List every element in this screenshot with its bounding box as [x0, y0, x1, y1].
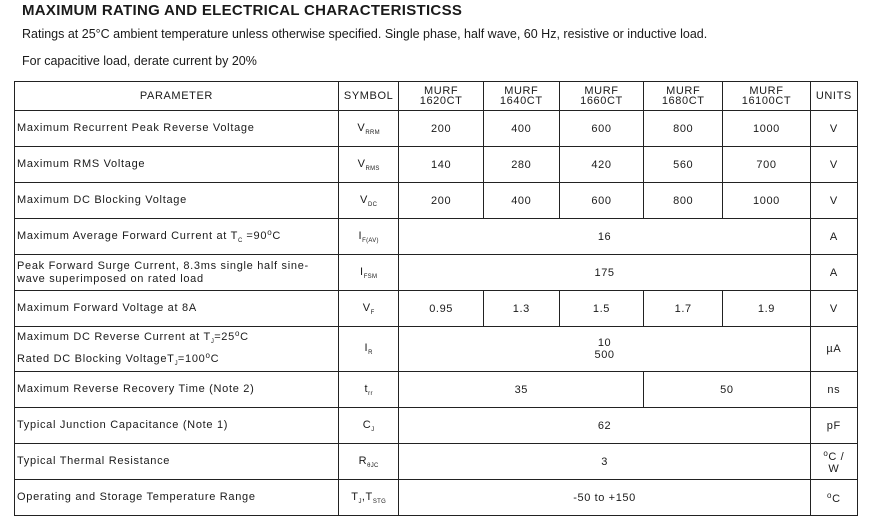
table-row-vf	[15, 291, 858, 327]
parameter-cell: Maximum Reverse Recovery Time (Note 2)	[15, 372, 339, 408]
value-cell: 16	[399, 219, 810, 255]
parameter-header: PARAMETER	[15, 82, 339, 111]
header-row	[15, 82, 858, 111]
value-cell: 1.3	[483, 291, 559, 327]
value-cell: 800	[644, 183, 723, 219]
symbol-cell: $I_{FSM}$	[338, 255, 399, 291]
value-cell: 600	[559, 183, 643, 219]
unit-cell: A	[810, 255, 857, 291]
unit-cell: ns	[810, 372, 857, 408]
value-cell: 10 500	[399, 327, 810, 372]
symbol-cell: $I_R$	[338, 327, 399, 372]
part-header-1660ct: MURF 1660CT	[559, 82, 643, 111]
symbol-cell: $C_J$	[338, 408, 399, 444]
value-cell: 35	[399, 372, 644, 408]
unit-cell: pF	[810, 408, 857, 444]
ratings-table	[14, 81, 858, 516]
table-row-ifav	[15, 219, 858, 255]
unit-cell: $^o$C / W	[810, 444, 857, 480]
symbol-cell: $t_{rr}$	[338, 372, 399, 408]
value-cell: 3	[399, 444, 810, 480]
symbol-cell: $R_{\theta JC}$	[338, 444, 399, 480]
units-header: UNITS	[810, 82, 857, 111]
symbol-header: SYMBOL	[338, 82, 399, 111]
table-row-vrrm	[15, 111, 858, 147]
page-title: MAXIMUM RATING AND ELECTRICAL CHARACTERISTICSS	[22, 2, 463, 19]
value-cell: 1.9	[723, 291, 810, 327]
unit-cell: V	[810, 111, 857, 147]
table-row-cj	[15, 408, 858, 444]
table-row-ifsm	[15, 255, 858, 291]
table-row-trr	[15, 372, 858, 408]
part-header-1620ct: MURF 1620CT	[399, 82, 483, 111]
symbol-cell: $V_{DC}$	[338, 183, 399, 219]
parameter-cell: Typical Thermal Resistance	[15, 444, 339, 480]
value-cell: 280	[483, 147, 559, 183]
value-cell: 1000	[723, 183, 810, 219]
value-cell: 200	[399, 183, 483, 219]
unit-cell: $^o$C	[810, 480, 857, 516]
unit-cell: V	[810, 183, 857, 219]
value-cell: 50	[644, 372, 811, 408]
value-cell: 62	[399, 408, 810, 444]
symbol-cell: $T_J,T_{STG}$	[338, 480, 399, 516]
part-header-16100ct: MURF 16100CT	[723, 82, 810, 111]
value-cell: 1.5	[559, 291, 643, 327]
value-cell: 200	[399, 111, 483, 147]
symbol-cell: $V_{RMS}$	[338, 147, 399, 183]
value-cell: 400	[483, 111, 559, 147]
parameter-cell: Maximum DC Reverse Current at $T_J=25^oC$ Rated DC Blocking $VoltageT_J=100^oC$	[15, 327, 339, 372]
parameter-cell: Maximum Forward Voltage at 8A	[15, 291, 339, 327]
parameter-cell: Typical Junction Capacitance (Note 1)	[15, 408, 339, 444]
symbol-cell: $V_{RRM}$	[338, 111, 399, 147]
parameter-cell: Peak Forward Surge Current, 8.3ms single half sine- wave superimposed on rated load	[15, 255, 339, 291]
table-row-temp	[15, 480, 858, 516]
value-cell: 400	[483, 183, 559, 219]
table-row-vdc	[15, 183, 858, 219]
parameter-cell: Operating and Storage Temperature Range	[15, 480, 339, 516]
value-cell: 175	[399, 255, 810, 291]
table-row-rth	[15, 444, 858, 480]
symbol-cell: $V_F$	[338, 291, 399, 327]
value-cell: 140	[399, 147, 483, 183]
symbol-cell: $I_{F(AV)}$	[338, 219, 399, 255]
unit-cell: V	[810, 147, 857, 183]
value-cell: 800	[644, 111, 723, 147]
unit-cell: A	[810, 219, 857, 255]
part-header-1640ct: MURF 1640CT	[483, 82, 559, 111]
parameter-cell: Maximum RMS Voltage	[15, 147, 339, 183]
value-cell: -50 to +150	[399, 480, 810, 516]
unit-cell: V	[810, 291, 857, 327]
value-cell: 1000	[723, 111, 810, 147]
table-row-ir	[15, 327, 858, 372]
ratings-note: Ratings at 25°C ambient temperature unless otherwise specified. Single phase, half wave, 60 Hz, resistive or inductive load.	[22, 27, 708, 41]
part-header-1680ct: MURF 1680CT	[644, 82, 723, 111]
value-cell: 560	[644, 147, 723, 183]
table-row-vrms	[15, 147, 858, 183]
value-cell: 1.7	[644, 291, 723, 327]
capacitive-load-note: For capacitive load, derate current by 20%	[22, 54, 257, 68]
unit-cell: µA	[810, 327, 857, 372]
parameter-cell: Maximum Recurrent Peak Reverse Voltage	[15, 111, 339, 147]
value-cell: 0.95	[399, 291, 483, 327]
parameter-cell: Maximum Average Forward Current at $T_C =90^oC$	[15, 219, 339, 255]
value-cell: 600	[559, 111, 643, 147]
parameter-cell: Maximum DC Blocking Voltage	[15, 183, 339, 219]
value-cell: 420	[559, 147, 643, 183]
value-cell: 700	[723, 147, 810, 183]
